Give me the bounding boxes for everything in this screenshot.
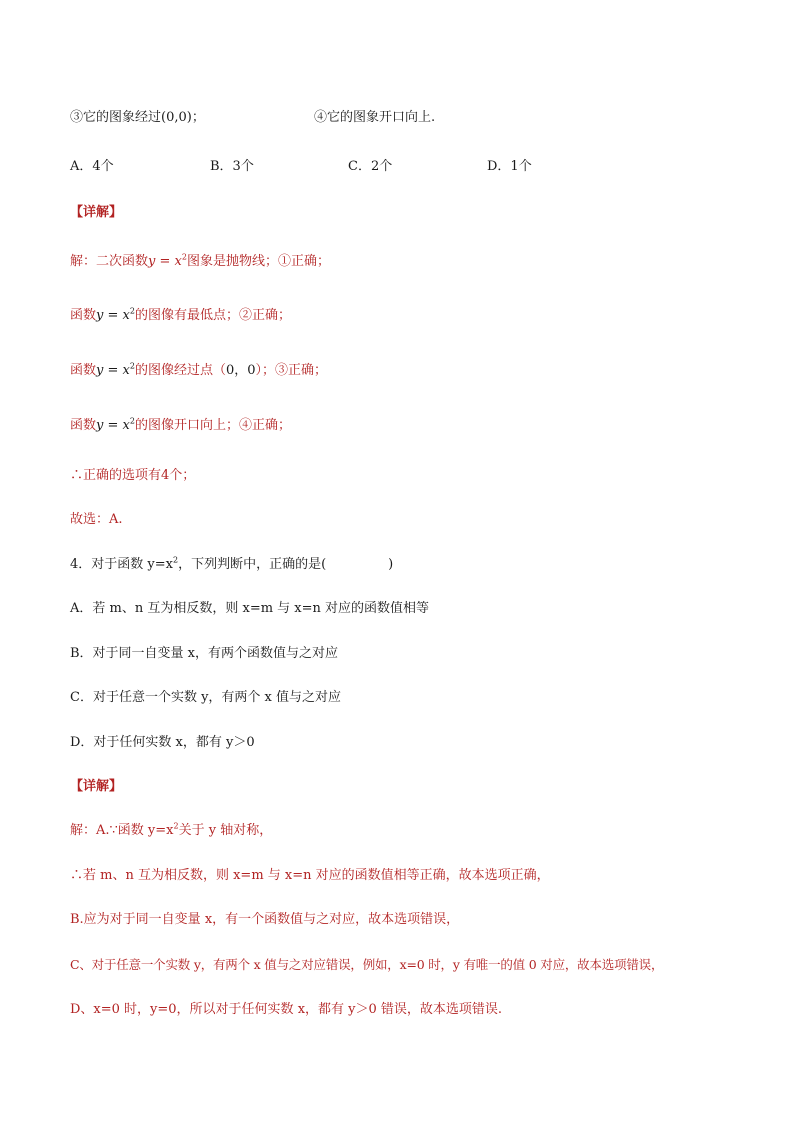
sol4-line-4: C、对于任意一个实数 y，有两个 x 值与之对应错误，例如，x=0 时，y 有唯一的值 0 对应，故本选项错误， [70, 957, 664, 972]
q3-option-d: D．1个 [487, 159, 532, 174]
sol3-conclusion: ∴正确的选项有4个； [70, 468, 196, 483]
sol4-line-2: ∴若 m、n 互为相反数，则 x=m 与 x=n 对应的函数值相等正确，故本选项正确， [70, 868, 550, 883]
sol4-line-1: 解：A.∵函数 $y=x^2$关于 y 轴对称， [70, 821, 273, 838]
q4-option-d: D．对于任何实数 x，都有 y＞0 [70, 735, 255, 750]
sol3-line-3: 函数$y = x^2$的图像经过点（0，0）；③正确； [70, 361, 328, 378]
sol3-line-1: 解：二次函数$y = x^2$图象是抛物线；①正确； [70, 252, 330, 269]
sol3-choice: 故选：A. [70, 512, 123, 527]
sol4-line-3: B.应为对于同一自变量 x，有一个函数值与之对应，故本选项错误， [70, 912, 460, 927]
q4-option-a: A．若 m、n 互为相反数，则 x=m 与 x=n 对应的函数值相等 [70, 601, 430, 616]
q4-option-c: C．对于任意一个实数 y，有两个 x 值与之对应 [70, 690, 342, 705]
detail-heading-1: 【详解】 [70, 205, 123, 220]
q3-option-a: A．4个 [70, 159, 114, 174]
q4-option-b: B．对于同一自变量 x，有两个函数值与之对应 [70, 646, 339, 661]
q3-option-b: B．3个 [210, 159, 254, 174]
q3-option-c: C．2个 [348, 159, 393, 174]
q4-stem: 4．对于函数 $y=x^2$，下列判断中，正确的是( ) [70, 555, 394, 572]
q3-statement-3: ③它的图象经过(0,0)； [70, 110, 205, 125]
sol3-line-2: 函数$y = x^2$的图像有最低点；②正确； [70, 306, 291, 323]
q3-statement-4: ④它的图象开口向上. [314, 110, 436, 125]
sol3-line-4: 函数$y = x^2$的图像开口向上；④正确； [70, 416, 291, 433]
detail-heading-2: 【详解】 [70, 779, 123, 794]
sol4-line-5: D、x=0 时，y=0，所以对于任何实数 x，都有 y＞0 错误，故本选项错误. [70, 1002, 503, 1017]
